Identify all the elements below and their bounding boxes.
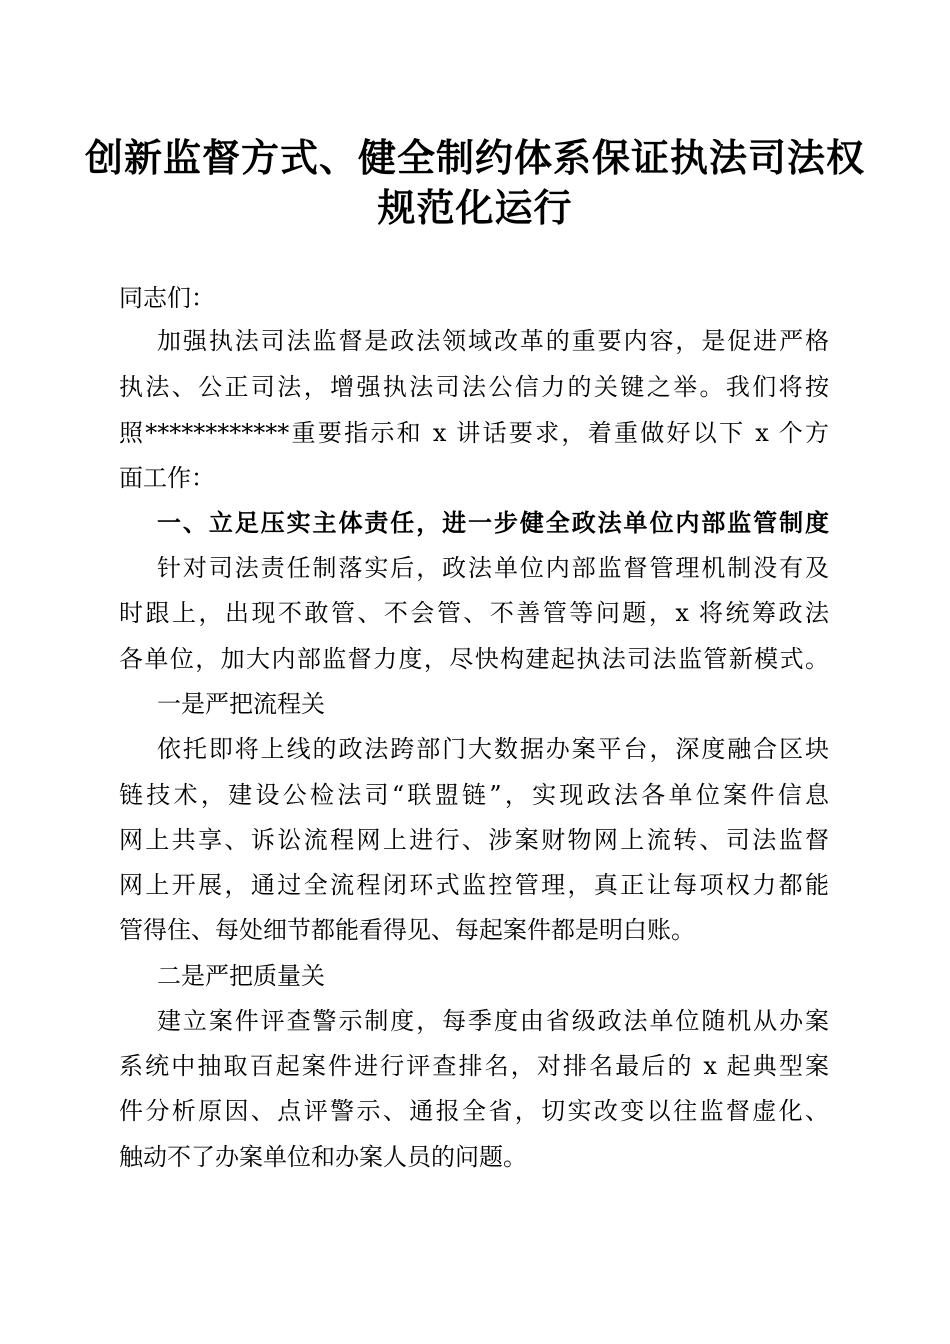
section-heading-1: 一、立足压实主体责任，进一步健全政法单位内部监管制度 xyxy=(157,509,829,537)
paragraph-line: 网上共享、诉讼流程网上进行、涉案财物网上流转、司法监督 xyxy=(119,826,829,854)
paragraph-line: 面工作： xyxy=(119,464,215,492)
document-title-line-2: 规范化运行 xyxy=(377,185,573,230)
paragraph-line: 针对司法责任制落实后，政法单位内部监督管理机制没有及 xyxy=(157,554,829,582)
paragraph-line: 依托即将上线的政法跨部门大数据办案平台，深度融合区块 xyxy=(157,735,829,763)
paragraph-line: 管得住、每处细节都能看得见、每起案件都是明白账。 xyxy=(119,916,695,944)
salutation: 同志们： xyxy=(119,284,215,312)
paragraph-line: 触动不了办案单位和办案人员的问题。 xyxy=(119,1143,527,1171)
paragraph-line: 照************重要指示和 x 讲话要求，着重做好以下 x 个方 xyxy=(119,419,829,447)
sub-heading-1: 一是严把流程关 xyxy=(157,690,325,718)
paragraph-line: 链技术，建设公检法司“联盟链”，实现政法各单位案件信息 xyxy=(119,781,829,809)
paragraph-line: 件分析原因、点评警示、通报全省，切实改变以往监督虚化、 xyxy=(119,1097,829,1125)
paragraph-line: 执法、公正司法，增强执法司法公信力的关键之举。我们将按 xyxy=(119,373,829,401)
paragraph-line: 网上开展，通过全流程闭环式监控管理，真正让每项权力都能 xyxy=(119,871,829,899)
paragraph-line: 系统中抽取百起案件进行评查排名，对排名最后的 x 起典型案 xyxy=(119,1052,829,1080)
document-title-line-1: 创新监督方式、健全制约体系保证执法司法权 xyxy=(84,135,865,180)
paragraph-line: 时跟上，出现不敢管、不会管、不善管等问题，x 将统筹政法 xyxy=(119,599,829,627)
sub-heading-2: 二是严把质量关 xyxy=(157,962,325,990)
paragraph-line: 加强执法司法监督是政法领域改革的重要内容，是促进严格 xyxy=(157,327,829,355)
paragraph-line: 建立案件评查警示制度，每季度由省级政法单位随机从办案 xyxy=(157,1007,829,1035)
paragraph-line: 各单位，加大内部监督力度，尽快构建起执法司法监管新模式。 xyxy=(119,645,829,673)
